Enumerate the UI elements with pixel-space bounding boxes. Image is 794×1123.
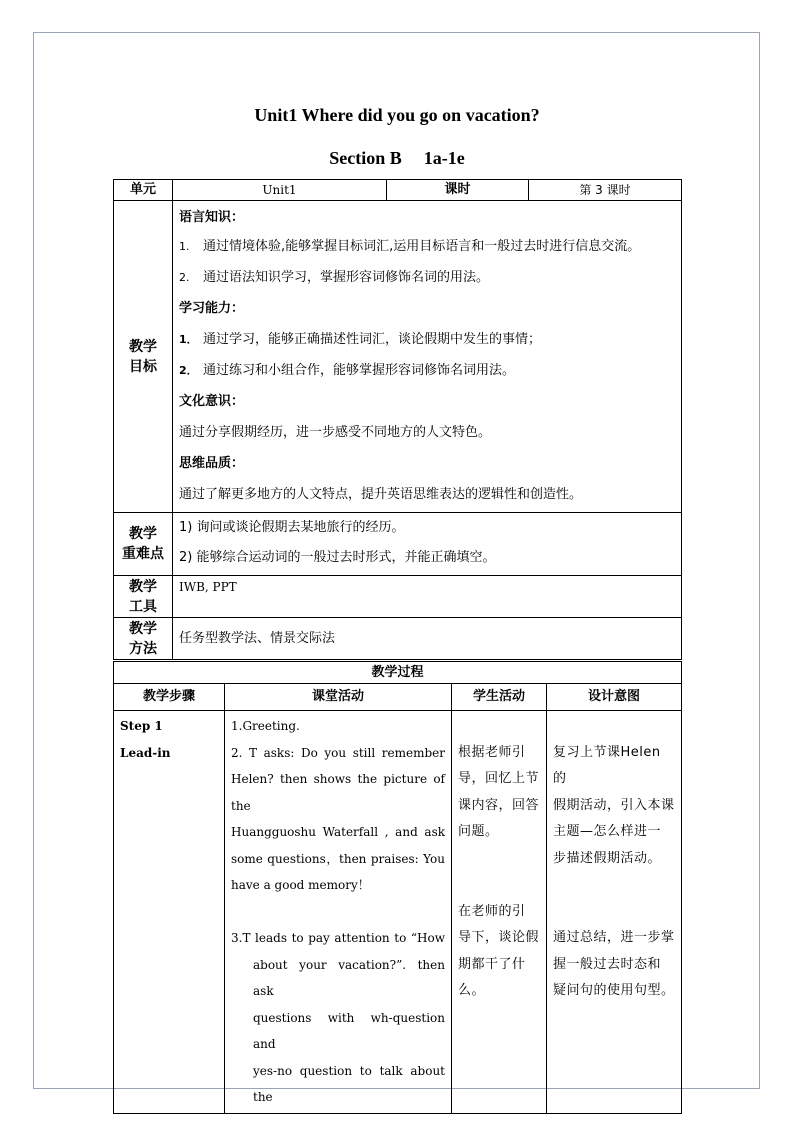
key-points-label: 教学 重难点 bbox=[114, 513, 173, 576]
design-intent-cell bbox=[547, 711, 682, 1114]
section-title bbox=[0, 148, 794, 169]
design-1-line-1: 复习上节课Helen 的 bbox=[553, 744, 661, 786]
key-point-1: 1) 询问或谈论假期去某地旅行的经历。 bbox=[179, 520, 405, 535]
culture-title: 文化意识： bbox=[179, 393, 245, 409]
student-2-line-4: 么。 bbox=[458, 983, 486, 998]
step-name: Lead-in bbox=[120, 745, 171, 760]
activity-2-line-4: some questions，then praises: You bbox=[231, 851, 445, 866]
header-student-activity: 学生活动 bbox=[452, 684, 547, 711]
activity-2-line-3: Huangguoshu Waterfall , and ask bbox=[231, 825, 445, 839]
design-1-line-3: 主题—怎么样进一 bbox=[553, 824, 662, 839]
student-1-line-3: 课内容，回答 bbox=[458, 797, 540, 813]
language-title: 语言知识： bbox=[179, 210, 245, 226]
page-title: Unit1 Where did you go on vacation? bbox=[254, 105, 540, 125]
objectives-label-2: 目标 bbox=[129, 358, 157, 375]
unit-value: Unit1 bbox=[173, 180, 387, 201]
activity-3-line-2: about your vacation?”. then ask bbox=[253, 957, 445, 998]
ability-item-2: 2． 通过练习和小组合作，能够掌握形容词修饰名词用法。 bbox=[179, 362, 516, 378]
activity-greeting: 1.Greeting. bbox=[231, 719, 300, 733]
objectives-label-1: 教学 bbox=[129, 338, 157, 355]
student-2-line-2: 导下，谈论假 bbox=[458, 930, 540, 945]
tools-value: IWB, PPT bbox=[173, 576, 682, 618]
language-item-1: 1. 通过情境体验,能够掌握目标词汇,运用目标语言和一般过去时进行信息交流。 bbox=[179, 238, 641, 254]
ability-title: 学习能力： bbox=[179, 300, 245, 316]
student-1-line-4: 问题。 bbox=[458, 824, 499, 839]
student-2-line-1: 在老师的引 bbox=[458, 903, 526, 919]
activity-2-line-2: Helen? then shows the picture of the bbox=[231, 772, 445, 813]
culture-text: 通过分享假期经历，进一步感受不同地方的人文特色。 bbox=[179, 424, 492, 440]
step-cell bbox=[114, 711, 225, 1114]
header-design-intent: 设计意图 bbox=[547, 684, 682, 711]
lesson-info-table bbox=[113, 179, 682, 660]
tools-label: 教学 工具 bbox=[114, 576, 173, 618]
key-points-content bbox=[173, 513, 682, 576]
period-value: 第 3 课时 bbox=[529, 180, 682, 201]
design-1-line-4: 步描述假期活动。 bbox=[553, 850, 662, 866]
header-class-activity: 课堂活动 bbox=[225, 684, 452, 711]
student-1-line-1: 根据老师引 bbox=[458, 744, 526, 760]
student-activity-cell bbox=[452, 711, 547, 1114]
unit-label: 单元 bbox=[114, 180, 173, 201]
teaching-process-table bbox=[113, 661, 682, 1114]
section-name: Section B bbox=[329, 148, 402, 168]
methods-label: 教学 方法 bbox=[114, 618, 173, 660]
design-1-line-2: 假期活动，引入本课 bbox=[553, 797, 675, 813]
thinking-title: 思维品质： bbox=[179, 455, 245, 471]
design-2-line-3: 疑问句的使用句型。 bbox=[553, 983, 675, 998]
activity-3-line-1: 3.T leads to pay attention to “How bbox=[231, 931, 445, 945]
header-step: 教学步骤 bbox=[114, 684, 225, 711]
step-number: Step 1 bbox=[120, 719, 163, 733]
objectives-label bbox=[114, 201, 173, 513]
student-1-line-2: 导，回忆上节 bbox=[458, 771, 540, 786]
process-title: 教学过程 bbox=[114, 662, 682, 684]
language-item-2: 2. 通过语法知识学习，掌握形容词修饰名词的用法。 bbox=[179, 269, 490, 285]
student-2-line-3: 期都干了什 bbox=[458, 956, 526, 972]
design-2-line-2: 握一般过去时态和 bbox=[553, 956, 662, 972]
activity-2-line-5: have a good memory！ bbox=[231, 878, 370, 892]
thinking-text: 通过了解更多地方的人文特点，提升英语思维表达的逻辑性和创造性。 bbox=[179, 486, 583, 502]
methods-value: 任务型教学法、情景交际法 bbox=[173, 618, 682, 660]
ability-item-1: 1． 通过学习，能够正确描述性词汇，谈论假期中发生的事情； bbox=[179, 331, 542, 347]
section-code: 1a-1e bbox=[423, 148, 465, 168]
class-activity-cell bbox=[225, 711, 452, 1114]
activity-3-line-4: yes-no question to talk about the bbox=[253, 1063, 445, 1104]
design-2-line-1: 通过总结，进一步掌 bbox=[553, 930, 675, 945]
period-label: 课时 bbox=[387, 180, 529, 201]
key-point-2: 2) 能够综合运动词的一般过去时形式，并能正确填空。 bbox=[179, 550, 496, 565]
objectives-content bbox=[173, 201, 682, 513]
activity-2-line-1: 2. T asks: Do you still remember bbox=[231, 745, 445, 760]
activity-3-line-3: questions with wh-question and bbox=[253, 1010, 445, 1051]
